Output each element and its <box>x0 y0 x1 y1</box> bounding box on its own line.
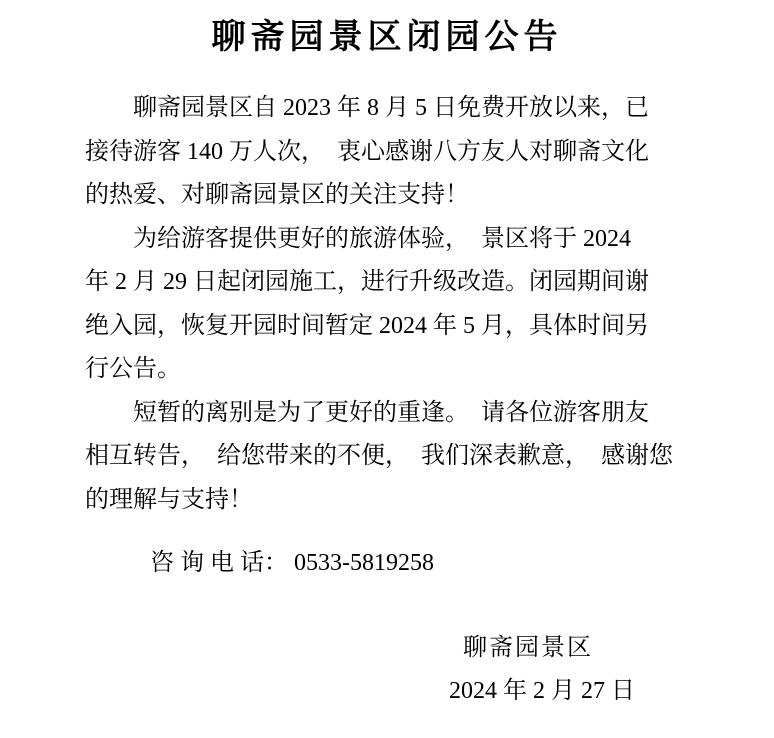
body-line: 的理解与支持！ <box>85 486 253 513</box>
body-line: 短暂的离别是为了更好的重逢。 请各位游客朋友 <box>133 399 649 426</box>
contact-phone-line: 咨 询 电 话： 0533-5819258 <box>150 550 434 576</box>
body-line: 聊斋园景区自 2023 年 8 月 5 日免费开放以来，已 <box>133 95 649 121</box>
notice-body <box>85 87 685 586</box>
signature-organization: 聊斋园景区 <box>463 634 593 661</box>
body-line: 相互转告， 给您带来的不便， 我们深表歉意， 感谢您 <box>85 443 673 469</box>
body-line: 年 2 月 29 日起闭园施工，进行升级改造。闭园期间谢 <box>85 269 649 295</box>
body-line: 绝入园，恢复开园时间暂定 2024 年 5 月，具体时间另 <box>85 312 649 339</box>
body-line: 接待游客 140 万人次， 衷心感谢八方友人对聊斋文化 <box>85 138 649 165</box>
body-line: 为给游客提供更好的旅游体验， 景区将于 2024 <box>133 225 631 252</box>
notice-title: 聊斋园景区闭园公告 <box>211 19 563 56</box>
signature-date: 2024 年 2 月 27 日 <box>449 678 635 704</box>
body-line: 行公告。 <box>85 356 181 382</box>
body-line: 的热爱、对聊斋园景区的关注支持！ <box>85 182 469 208</box>
